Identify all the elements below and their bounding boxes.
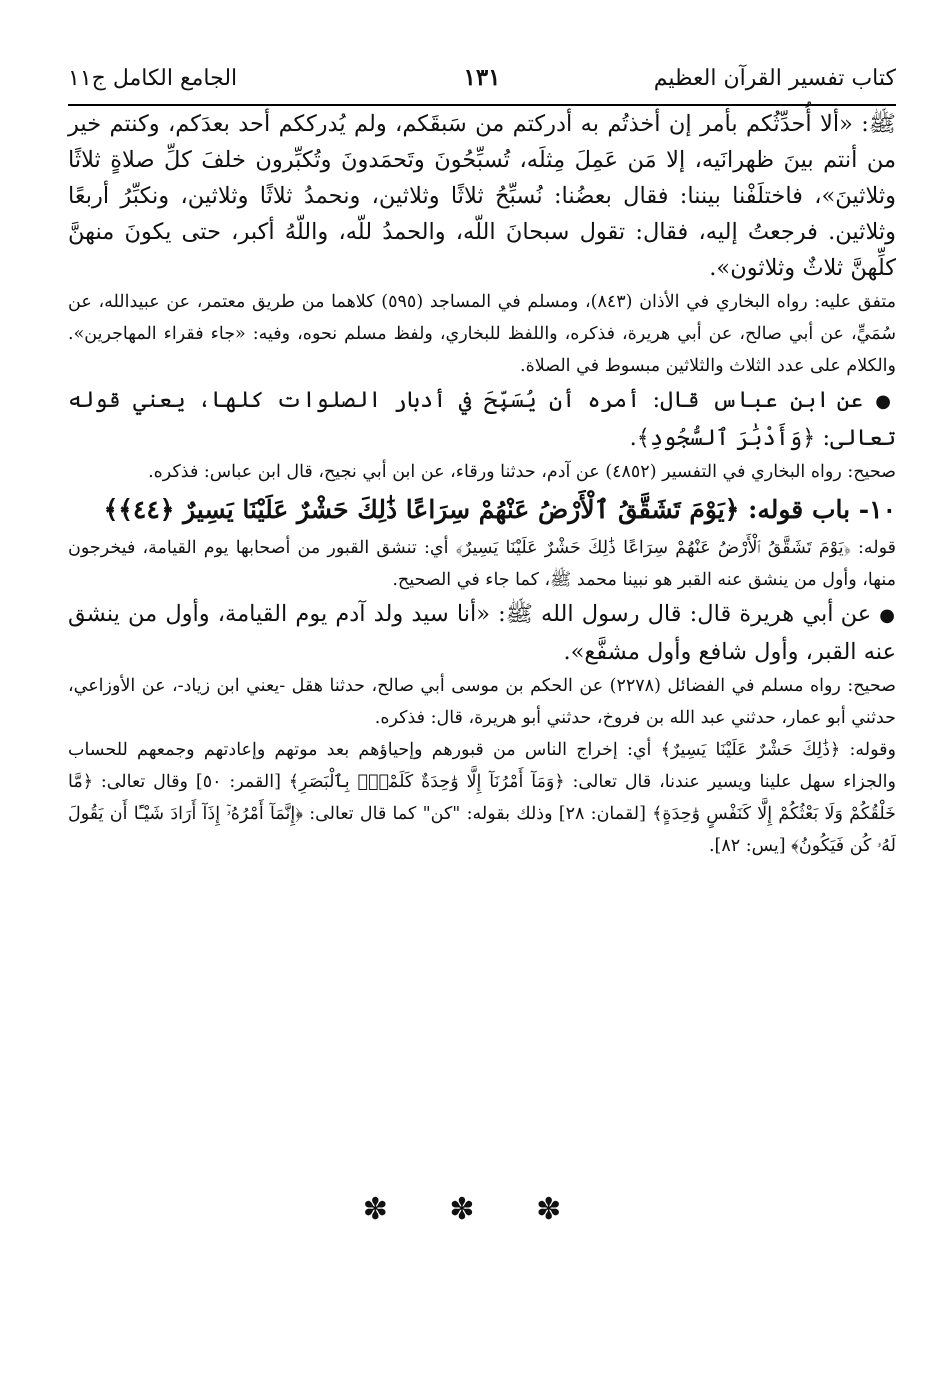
page-header <box>68 52 896 104</box>
explanation-1: قوله: ﴿يَوْمَ تَشَقَّقُ ٱلْأَرْضُ عَنْهُمْ سِرَاعًا ذَٰلِكَ حَشْرٌ عَلَيْنَا يَسِيرٌ﴾ أي: تنشق القبور من أصحابها يوم القيامة، فيخرجون منها، وأول من ينشق عنه القبر هو نبينا محمد ﷺ، كما جاء في الصحيح. <box>68 538 896 590</box>
takhrij-note-2: صحيح: رواه البخاري في التفسير (٤٨٥٢) عن آدم، حدثنا ورقاء، عن ابن أبي نجيح، قال ابن عباس: فذكره. <box>148 462 896 482</box>
book-title: كتاب تفسير القرآن العظيم <box>653 66 896 91</box>
bullet-icon: ● <box>875 391 896 412</box>
takhrij-note-3: صحيح: رواه مسلم في الفضائل (٢٢٧٨) عن الحكم بن موسى أبي صالح، حدثنا هقل -يعني ابن زياد-، عن الأوزاعي، حدثني أبو عمار، حدثني عبد الله بن فروخ، حدثني أبو هريرة، قال: فذكره. <box>68 676 897 728</box>
page <box>68 52 896 862</box>
hadith-3 <box>68 596 896 670</box>
section-end-ornament: ✽ ✽ ✽ <box>362 1192 588 1227</box>
takhrij-note-1: متفق عليه: رواه البخاري في الأذان (٨٤٣)، ومسلم في المساجد (٥٩٥) كلاهما من طريق معتمر، عن عبيدالله، عن سُمَيٍّ، عن أبي صالح، عن أبي هريرة، فذكره، واللفظ للبخاري، ولفظ مسلم نحوه، وفيه: «جاء فقراء المهاجرين». والكلام على عدد الثلاث والثلاثين مبسوط في الصلاة. <box>68 292 897 376</box>
chapter-heading: ١٠- باب قوله: ﴿يَوْمَ تَشَقَّقُ ٱلْأَرْضُ عَنْهُمْ سِرَاعًا ذَٰلِكَ حَشْرٌ عَلَيْنَا يَسِيرٌ ﴿٤٤﴾﴾ <box>103 495 896 524</box>
hadith-2 <box>68 382 896 456</box>
hadith-3-text: عن أبي هريرة قال: قال رسول الله ﷺ: «أنا سيد ولد آدم يوم القيامة، وأول من ينشق عنه القبر، وأول شافع وأول مشفَّع». <box>68 601 896 665</box>
hadith-continuation: ﷺ: «ألا أُحدِّثُكم بأمر إن أخذتُم به أدركتم من سَبقَكم، ولم يُدرككم أحد بعدَكم، وكنتم خير من أنتم بينَ ظهرانَيه، إلا مَن عَمِلَ مِثلَه، تُسبِّحُونَ وتَحمَدونَ وتُكبِّرون خلفَ كلِّ صلاةٍ ثلاثًا وثلاثينَ»، فاختلَفْنا بيننا: فقال بعضُنا: نُسبِّحُ ثلاثًا وثلاثين، ونحمدُ ثلاثًا وثلاثين، ونكبِّرُ أربعًا وثلاثين. فرجعتُ إليه، فقال: تقول سبحانَ اللّه، والحمدُ للّه، واللّهُ أكبر، حتى يكونَ منهنَّ كلِّهنَّ ثلاثٌ وثلاثون». <box>68 111 896 281</box>
bullet-icon: ● <box>879 605 896 626</box>
hadith-2-text: عن ابن عباس قال: أمره أن يُسَبِّحَ في أدبار الصلوات كلها، يعني قوله تعالى: ﴿وَأَدْبَٰرَ ٱلسُّجُودِ﴾. <box>68 387 896 451</box>
page-number: ١٣١ <box>463 64 501 91</box>
page-body <box>68 106 896 862</box>
volume-label: الجامع الكامل ج١١ <box>68 66 238 91</box>
explanation-2: وقوله: ﴿ذَٰلِكَ حَشْرٌ عَلَيْنَا يَسِيرٌ﴾ أي: إخراج الناس من قبورهم وإحياؤهم بعد موتهم وإعادتهم وجمعهم للحساب والجزاء سهل علينا ويسير عندنا، قال تعالى: ﴿وَمَآ أَمْرُنَآ إِلَّا وَٰحِدَةٌ كَلَمْحٍۭ بِٱلْبَصَرِ﴾ [القمر: ٥٠] وقال تعالى: ﴿مَّا خَلْقُكُمْ وَلَا بَعْثُكُمْ إِلَّا كَنَفْسٍ وَٰحِدَةٍ﴾ [لقمان: ٢٨] وذلك بقوله: "كن" كما قال تعالى: ﴿إِنَّمَآ أَمْرُهُۥٓ إِذَآ أَرَادَ شَيْـًٔا أَن يَقُولَ لَهُۥ كُن فَيَكُونُ﴾ [يس: ٨٢]. <box>68 740 896 856</box>
